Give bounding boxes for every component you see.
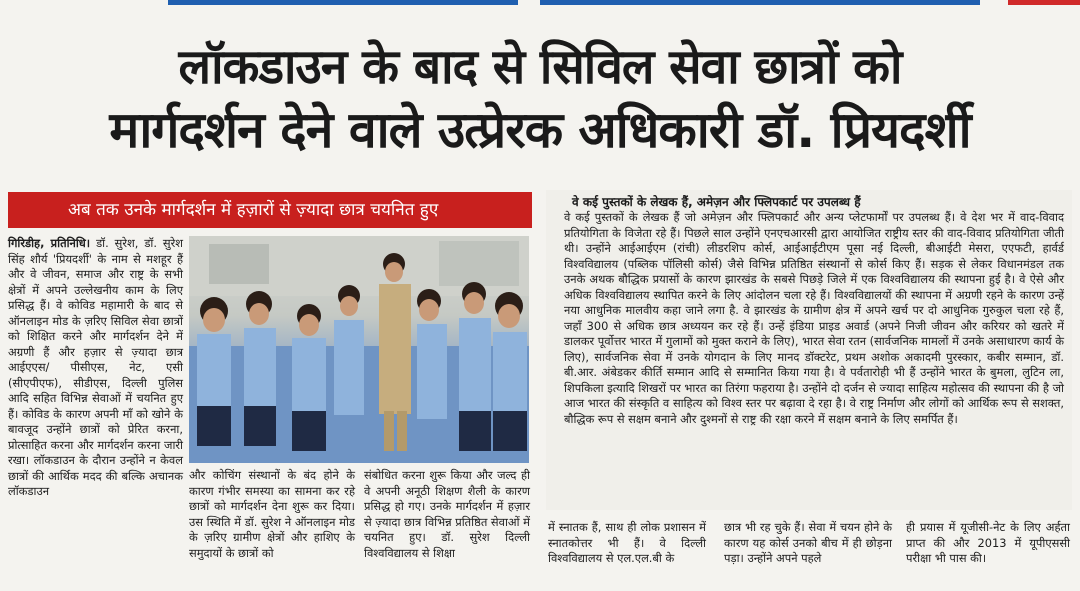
below-photo-column-1: और कोचिंग संस्थानों के बंद होने के कारण गंभीर समस्या का सामना कर रहे छात्रों को मार्गदर्शन देना शुरू कर दिया। उस स्थिति में डॉ. सुरेश ने ऑनलाइन मोड के ज़रिए ग्रामीण क्षेत्रों और हाशिए के समुदायों के छात्रों को bbox=[189, 468, 355, 560]
top-rule-blue bbox=[168, 0, 518, 5]
top-rule-red bbox=[1008, 0, 1080, 5]
headline bbox=[0, 36, 1080, 162]
bottom-column-2: छात्र भी रह चुके हैं। सेवा में चयन होने के कारण यह कोर्स उनको बीच में ही छोड़ना पड़ा। उन्होंने अपने पहले bbox=[724, 520, 892, 565]
photo-illustration bbox=[189, 236, 529, 463]
below-photo-column-2: संबोधित करना शुरू किया और जल्द ही वे अपनी अनूठी शिक्षण शैली के कारण प्रसिद्ध हो गए। उनके मार्गदर्शन में हज़ार से ज़्यादा छात्र विभिन्न प्रतिष्ठित सेवाओं में चयनित हुए। डॉ. सुरेश दिल्ली विश्वविद्यालय से शिक्षा bbox=[364, 468, 530, 560]
bottom-column-1: में स्नातक हैं, साथ ही लोक प्रशासन में स्नातकोत्तर भी हैं। वे दिल्ली विश्वविद्यालय से एल.एल.बी के bbox=[548, 520, 706, 565]
left-column-text bbox=[8, 236, 183, 500]
top-rule-blue-2 bbox=[540, 0, 980, 5]
right-box-body: वे कई पुस्तकों के लेखक हैं जो अमेज़न और फ्लिपकार्ट और अन्य प्लेटफार्मों पर उपलब्ध हैं। वे देश भर में वाद-विवाद प्रतियोगिता के विजेता रहे हैं। पिछले साल उन्होंने एनएचआरसी द्वारा आयोजित राष्ट्रीय स्तर की वाद-विवाद प्रतियोगिता जीती थी। उन्होंने आईआईएम (रांची) लीडरशिप कोर्स, आईआईटीएम पूसा नई दिल्ली, बीआईटी मेसरा, एएफटी, हार्वर्ड विश्वविद्यालय (पब्लिक पॉलिसी कोर्स) जैसे विभिन्न प्रतिष्ठित संस्थानों से कोर्स किए हैं। सड़क से लेकर विधानमंडल तक उनके अथक बौद्धिक प्रयासों के कारण झारखंड के सबसे पिछड़े जिले में एक विश्वविद्यालय की स्थापना हुई है। वे ऐसे और अधिक विश्वविद्यालय स्थापित करने के लिए आंदोलन चला रहे हैं। विश्वविद्यालयों की स्थापना में अग्रणी रहने के कारण उन्हें नया आधुनिक मालवीय कहा जाने लगा है. वे झारखंड के ग्रामीण क्षेत्र में अपने खर्च पर दो आधुनिक गुरुकुल चला रहे हैं, जहाँ 300 से अधिक छात्र अध्ययन कर रहे हैं। उन्हें इंडिया प्राइड अवार्ड (अपने निजी जीवन और करियर को खतरे में डालकर पूर्वोत्तर भारत में गुलामों को मुक्त कराने के लिए), भारत सेवा रतन (सार्वजनिक मामलों में उनके असाधारण कार्य के लिए), सार्वजनिक सेवा में उनके योगदान के लिए मानद डॉक्टरेट, प्रथम अशोक अकादमी पुरस्कार, कबीर सम्मान, डॉ. बी.आर. अंबेडकर कीर्ति सम्मान आदि से सम्मानित किया गया है। वे पर्वतारोही भी हैं उन्होंने भारत के बुमला, लुटिन ला, शिपकिला इत्यादि शिखरों पर भारत का तिरंगा फहराया है। उन्होंने दो दर्जन से ज्यादा साहित्य महोत्सव की स्थापना की है जो आज भारत की संस्कृति व साहित्य को विश्व स्तर पर बढ़ावा दे रहा है। वे राष्ट्र निर्माण और लोगों को आर्थिक रूप से सशक्त, बौद्धिक रूप से सक्षम बनाने और दुश्मनों से राष्ट्र की रक्षा करने में सक्षम बनाने के लिए समर्पित हैं। bbox=[564, 210, 1064, 426]
bottom-column-3: ही प्रयास में यूजीसी-नेट के लिए अर्हता प्राप्त की और 2013 में यूपीएससी परीक्षा भी पास की। bbox=[906, 520, 1070, 565]
dateline: गिरिडीह, प्रतिनिधि। bbox=[8, 236, 91, 250]
headline-line-1: लॉकडाउन के बाद से सिविल सेवा छात्रों को bbox=[178, 39, 902, 95]
news-photo bbox=[189, 236, 529, 463]
left-column-body: डॉ. सुरेश, डॉ. सुरेश सिंह शौर्य 'प्रियदर्शी' के नाम से मशहूर हैं और वे जीवन, समाज और राष्ट्र के सभी क्षेत्रों में अपने उल्लेखनीय काम के लिए प्रसिद्ध हैं। वे कोविड महामारी के बाद से ऑनलाइन मोड के ज़रिए सिविल सेवा छात्रों को शिक्षित करने और मार्गदर्शन देने में अग्रणी हैं और हज़ार से ज़्यादा छात्र आईएएस/ पीसीएस, नेट, एसी (सीएपीएफ), सीडीएस, दिल्ली पुलिस आदि सहित विभिन्न सेवाओं में चयनित हुए हैं। कोविड के कारण अपनी माँ को खोने के बावजूद उन्होंने छात्रों को प्रेरित करना, प्रोत्साहित करना और मार्गदर्शन करना जारी रखा। लॉकडाउन के दौरान उन्होंने न केवल छात्रों की आर्थिक मदद की बल्कि अचानक लॉकडाउन bbox=[8, 236, 184, 498]
right-box-heading: वे कई पुस्तकों के लेखक हैं, अमेज़न और फ्लिपकार्ट पर उपलब्ध हैं bbox=[572, 195, 861, 209]
subheadline-band: अब तक उनके मार्गदर्शन में हज़ारों से ज़्यादा छात्र चयनित हुए bbox=[8, 192, 532, 228]
headline-line-2: मार्गदर्शन देने वाले उत्प्रेरक अधिकारी डॉ. प्रियदर्शी bbox=[109, 101, 971, 159]
